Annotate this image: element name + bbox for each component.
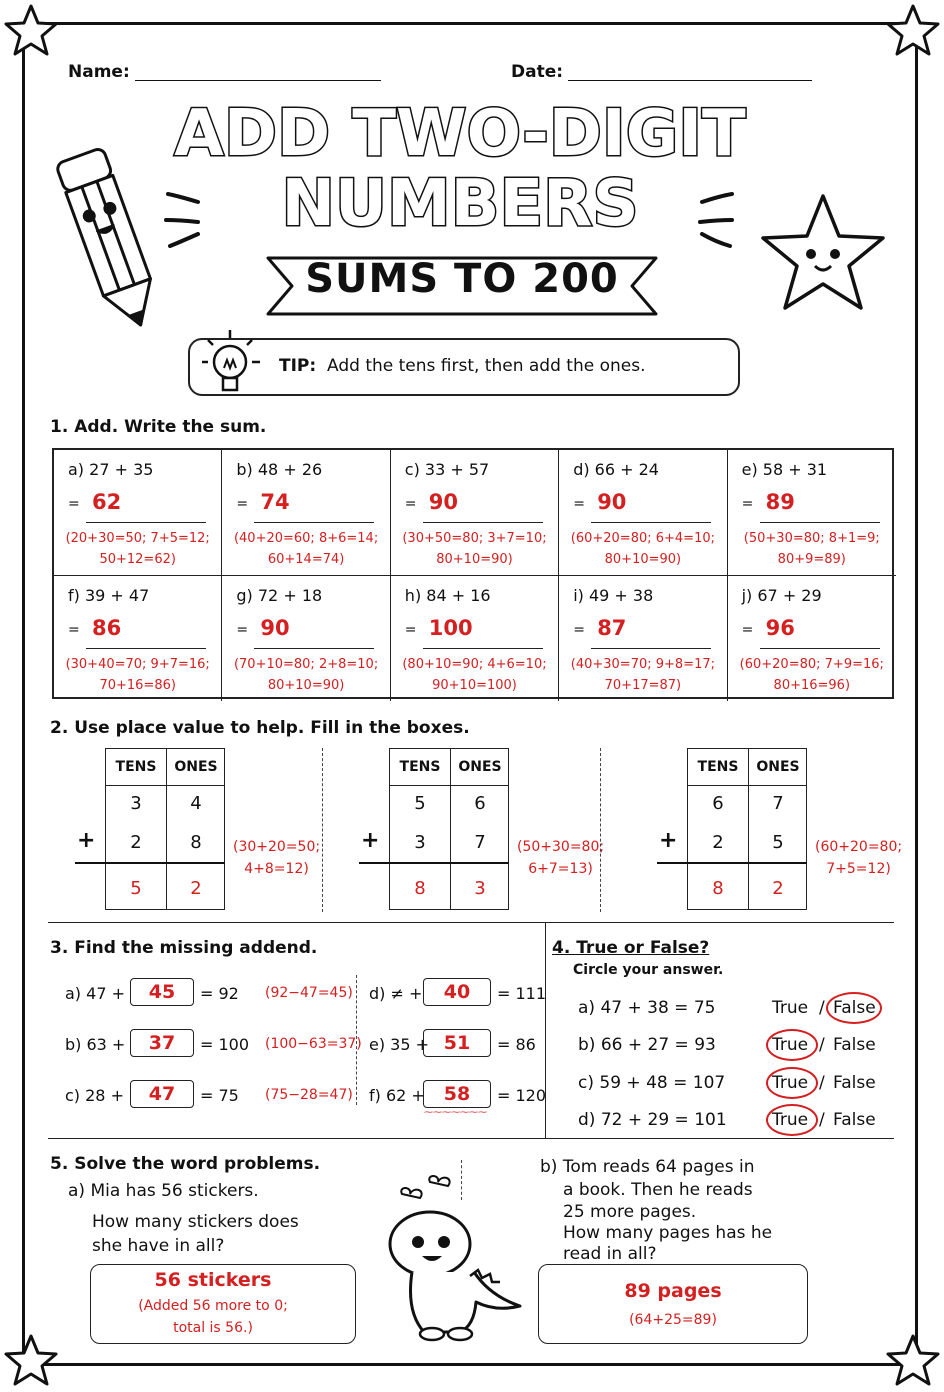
section4-title: 4. True or False? xyxy=(552,938,710,958)
true-option[interactable]: True xyxy=(772,1110,809,1130)
tf-equation: a) 47 + 38 = 75 xyxy=(578,998,716,1018)
true-option[interactable]: True xyxy=(772,1073,809,1093)
work-note xyxy=(391,528,558,570)
digit-cell[interactable]: 5 xyxy=(130,878,142,899)
digit-cell: 8 xyxy=(190,832,202,853)
equation-right: = 120 xyxy=(497,1086,547,1105)
problem-cell xyxy=(222,576,390,702)
equals-sign: = xyxy=(236,621,249,638)
pencil-mascot-icon xyxy=(55,130,165,340)
digit-cell[interactable]: 2 xyxy=(772,878,784,899)
work-line1: (50+30=80; 8+1=9; xyxy=(743,531,880,546)
answer-line xyxy=(254,648,374,649)
problem-b-l2: a book. Then he reads xyxy=(563,1180,753,1200)
tip-label: TIP: xyxy=(279,356,317,376)
answer[interactable]: 90 xyxy=(428,490,459,514)
false-option[interactable]: False xyxy=(833,1035,876,1055)
problem-cell xyxy=(222,450,390,576)
answer[interactable]: 86 xyxy=(92,615,122,640)
problem-cell xyxy=(54,450,222,576)
problem-a-line: a) Mia has 56 stickers. xyxy=(68,1181,259,1201)
digit-cell[interactable]: 8 xyxy=(414,878,426,899)
column-header: TENS xyxy=(697,759,739,775)
problem-a-q1: How many stickers does xyxy=(92,1212,299,1232)
false-option[interactable]: False xyxy=(833,998,876,1018)
column-header: ONES xyxy=(174,759,218,775)
answer-line xyxy=(86,522,206,523)
problem-label: f) 39 + 47 xyxy=(68,585,150,605)
work-note: (100−63=37) xyxy=(265,1036,362,1052)
answer-circle xyxy=(766,1104,818,1136)
problem-cell xyxy=(728,576,896,702)
problem-label: d) 66 + 24 xyxy=(573,460,659,479)
work-line2: 7+5=12) xyxy=(826,861,891,877)
answer[interactable]: 90 xyxy=(260,615,290,640)
missing-addend-box[interactable]: 40 xyxy=(423,978,491,1006)
equals-sign: = xyxy=(68,621,80,638)
star-icon xyxy=(884,2,942,60)
answer-line xyxy=(591,522,711,523)
column-header: TENS xyxy=(399,759,441,775)
scribble-note: ⁓⁓⁓⁓⁓⁓⁓ xyxy=(424,1108,487,1118)
answer[interactable]: 89 xyxy=(765,490,795,514)
slash: / xyxy=(819,1035,825,1055)
sum-line xyxy=(75,862,225,864)
answer[interactable]: 96 xyxy=(765,615,795,640)
problem-b-l3: 25 more pages. xyxy=(563,1202,697,1222)
work-line2: 80+10=90) xyxy=(604,552,682,567)
banner-text: SUMS TO 200 xyxy=(305,256,619,302)
section4-heading xyxy=(552,938,709,958)
slash: / xyxy=(819,1073,825,1093)
star-mascot-icon xyxy=(755,188,895,318)
equals-sign: = xyxy=(741,496,754,512)
name-field[interactable] xyxy=(135,80,381,81)
answer-line xyxy=(760,648,880,649)
work-line2: 80+10=90) xyxy=(267,677,345,693)
equation-left: a) 47 + xyxy=(65,984,125,1003)
work-line2: 80+16=96) xyxy=(773,677,851,693)
equals-sign: = xyxy=(236,496,249,512)
work-note: (92−47=45) xyxy=(265,985,353,1001)
equation-left: b) 63 + xyxy=(65,1035,126,1054)
star-icon xyxy=(884,1332,942,1390)
plus-sign: + xyxy=(659,828,678,853)
digit-cell: 7 xyxy=(772,793,784,814)
work-line2: 80+10=90) xyxy=(436,552,513,567)
answer-circle xyxy=(766,1029,818,1061)
work-line1: (70+10=80; 2+8=10; xyxy=(233,656,379,672)
false-option[interactable]: False xyxy=(833,1110,876,1130)
equals-sign: = xyxy=(741,621,754,638)
place-value-table xyxy=(105,748,225,910)
true-option[interactable]: True xyxy=(772,998,809,1018)
problem-cell xyxy=(54,576,222,702)
star-icon xyxy=(2,2,60,60)
answer-line xyxy=(86,648,206,649)
slash: / xyxy=(819,1110,825,1130)
work-line1: (30+40=70; 9+7=16; xyxy=(65,656,210,672)
tip-body: Add the tens first, then add the ones. xyxy=(327,356,646,376)
tip-text xyxy=(279,356,645,376)
lightbulb-icon xyxy=(196,326,266,400)
equation-right: = 92 xyxy=(200,984,239,1003)
sum-line xyxy=(359,862,509,864)
answer-a: 56 stickers xyxy=(154,1269,272,1291)
work-line2: 90+10=100) xyxy=(432,677,517,693)
dinosaur-icon xyxy=(372,1172,532,1352)
work-a1: (Added 56 more to 0; xyxy=(138,1298,288,1314)
missing-addend-box[interactable]: 37 xyxy=(130,1029,194,1057)
divider xyxy=(48,922,894,923)
digit-cell: 3 xyxy=(414,832,426,853)
work-line1: (30+20=50; xyxy=(233,839,321,855)
work-line1: (40+30=70; 9+8=17; xyxy=(570,656,715,672)
work-note xyxy=(54,528,221,570)
work-line1: (50+30=80; xyxy=(517,839,605,855)
work-note xyxy=(222,528,389,570)
slash: / xyxy=(819,998,825,1018)
answer-line xyxy=(591,648,711,649)
equation-right: = 86 xyxy=(497,1035,536,1054)
column-header: TENS xyxy=(115,759,157,775)
digit-cell[interactable]: 2 xyxy=(190,878,202,899)
missing-addend-box[interactable]: 58 xyxy=(423,1080,491,1108)
divider xyxy=(322,748,323,912)
problem-label: g) 72 + 18 xyxy=(236,585,323,605)
place-value-table xyxy=(389,748,509,910)
problem-label: c) 33 + 57 xyxy=(404,460,490,479)
equation-left: f) 62 + xyxy=(369,1086,425,1105)
digit-cell: 5 xyxy=(414,793,426,814)
equation-right: = 100 xyxy=(200,1035,250,1054)
plus-sign: + xyxy=(77,828,96,853)
answer-circle xyxy=(826,992,882,1024)
divider xyxy=(600,748,601,912)
digit-cell[interactable]: 8 xyxy=(712,878,724,899)
sparkle-icon xyxy=(690,186,740,256)
work-line1: (60+20=80; xyxy=(815,839,903,855)
problem-label: j) 67 + 29 xyxy=(741,585,822,605)
answer-circle xyxy=(766,1067,818,1099)
equation-right: = 111 xyxy=(497,984,547,1003)
missing-addend-box[interactable]: 51 xyxy=(423,1029,491,1057)
work-line1: (20+30=50; 7+5=12; xyxy=(65,531,210,546)
digit-cell: 2 xyxy=(712,832,724,853)
problem-label: a) 27 + 35 xyxy=(68,460,154,479)
equation-left: e) 35 + xyxy=(369,1035,430,1054)
equals-sign: = xyxy=(573,496,585,512)
work-note xyxy=(559,654,726,696)
problem-cell xyxy=(559,576,727,702)
work-note xyxy=(728,528,896,570)
place-value-table xyxy=(687,748,807,910)
section5-heading: 5. Solve the word problems. xyxy=(50,1154,321,1174)
work-line2: 4+8=12) xyxy=(244,861,309,877)
date-field[interactable] xyxy=(568,80,812,81)
work-line2: 70+17=87) xyxy=(604,677,682,693)
work-note: (75−28=47) xyxy=(265,1087,353,1103)
title-line1: ADD TWO-DIGIT xyxy=(174,97,746,171)
work-b: (64+25=89) xyxy=(629,1312,717,1328)
work-note xyxy=(517,836,604,880)
digit-cell: 2 xyxy=(130,832,142,853)
true-option[interactable]: True xyxy=(772,1035,809,1055)
answer-line xyxy=(423,522,543,523)
work-line1: (60+20=80; 7+9=16; xyxy=(739,656,884,672)
divider xyxy=(356,975,357,1105)
work-note xyxy=(222,654,389,696)
column-header: ONES xyxy=(458,759,502,775)
digit-cell[interactable]: 3 xyxy=(474,878,486,899)
tf-equation: d) 72 + 29 = 101 xyxy=(578,1110,727,1130)
answer[interactable]: 74 xyxy=(260,490,290,514)
problem-b-l4: How many pages has he xyxy=(563,1223,773,1243)
equals-sign: = xyxy=(404,621,417,638)
section4-sub: Circle your answer. xyxy=(573,962,724,978)
equals-sign: = xyxy=(573,621,585,638)
plus-sign: + xyxy=(361,828,380,853)
work-line1: (30+50=80; 3+7=10; xyxy=(402,531,547,546)
work-a2: total is 56.) xyxy=(173,1320,253,1336)
equation-left: d) ≠ + xyxy=(369,984,423,1003)
divider xyxy=(48,1138,894,1139)
title-line2: NUMBERS xyxy=(281,167,639,241)
equals-sign: = xyxy=(404,496,417,512)
answer-line xyxy=(760,522,880,523)
missing-addend-box[interactable]: 45 xyxy=(130,978,194,1006)
problem-label: i) 49 + 38 xyxy=(573,585,654,605)
work-line1: (40+20=60; 8+6=14; xyxy=(233,531,379,546)
tf-equation: c) 59 + 48 = 107 xyxy=(578,1073,726,1093)
answer[interactable]: 62 xyxy=(92,490,122,514)
work-note xyxy=(391,654,558,696)
digit-cell: 3 xyxy=(130,793,142,814)
section1-grid xyxy=(52,448,894,699)
problem-cell xyxy=(391,576,559,702)
section1-heading: 1. Add. Write the sum. xyxy=(50,417,267,437)
work-note xyxy=(54,654,221,696)
divider xyxy=(545,922,546,1138)
work-line1: (60+20=80; 6+4=10; xyxy=(570,531,715,546)
answer-line xyxy=(254,522,374,523)
problem-label: h) 84 + 16 xyxy=(404,585,491,605)
problem-label: b) 48 + 26 xyxy=(236,460,323,479)
work-line2: 70+16=86) xyxy=(99,677,176,693)
problem-label: e) 58 + 31 xyxy=(741,460,828,479)
digit-cell: 5 xyxy=(772,832,784,853)
star-icon xyxy=(2,1332,60,1390)
answer[interactable]: 90 xyxy=(597,490,627,514)
work-note xyxy=(559,528,726,570)
date-label: Date: xyxy=(511,62,564,82)
problem-b-l5: read in all? xyxy=(563,1244,657,1264)
tf-equation: b) 66 + 27 = 93 xyxy=(578,1035,716,1055)
work-line2: 50+12=62) xyxy=(99,552,176,567)
name-label: Name: xyxy=(68,62,130,82)
answer-line xyxy=(423,648,543,649)
work-note xyxy=(728,654,896,696)
work-line1: (80+10=90; 4+6=10; xyxy=(402,656,547,672)
problem-cell xyxy=(728,450,896,576)
problem-a-q2: she have in all? xyxy=(92,1236,225,1256)
false-option[interactable]: False xyxy=(833,1073,876,1093)
work-line2: 60+14=74) xyxy=(267,552,345,567)
problem-b-l1: b) Tom reads 64 pages in xyxy=(540,1157,755,1177)
digit-cell: 4 xyxy=(190,793,202,814)
work-note xyxy=(233,836,320,880)
section3-heading: 3. Find the missing addend. xyxy=(50,938,318,958)
sum-line xyxy=(657,862,807,864)
digit-cell: 6 xyxy=(474,793,486,814)
answer-b: 89 pages xyxy=(624,1280,722,1302)
problem-cell xyxy=(559,450,727,576)
answer[interactable]: 100 xyxy=(428,615,473,640)
equation-right: = 75 xyxy=(200,1086,239,1105)
answer[interactable]: 87 xyxy=(597,615,627,640)
section2-heading: 2. Use place value to help. Fill in the boxes. xyxy=(50,718,470,738)
work-line2: 6+7=13) xyxy=(528,861,593,877)
missing-addend-box[interactable]: 47 xyxy=(130,1080,194,1108)
equals-sign: = xyxy=(68,496,80,512)
digit-cell: 7 xyxy=(474,832,486,853)
problem-cell xyxy=(391,450,559,576)
column-header: ONES xyxy=(756,759,800,775)
answer-box-b[interactable] xyxy=(538,1264,808,1344)
sparkle-icon xyxy=(160,186,210,256)
work-line2: 80+9=89) xyxy=(777,552,846,567)
work-note xyxy=(815,836,902,880)
digit-cell: 6 xyxy=(712,793,724,814)
equation-left: c) 28 + xyxy=(65,1086,124,1105)
